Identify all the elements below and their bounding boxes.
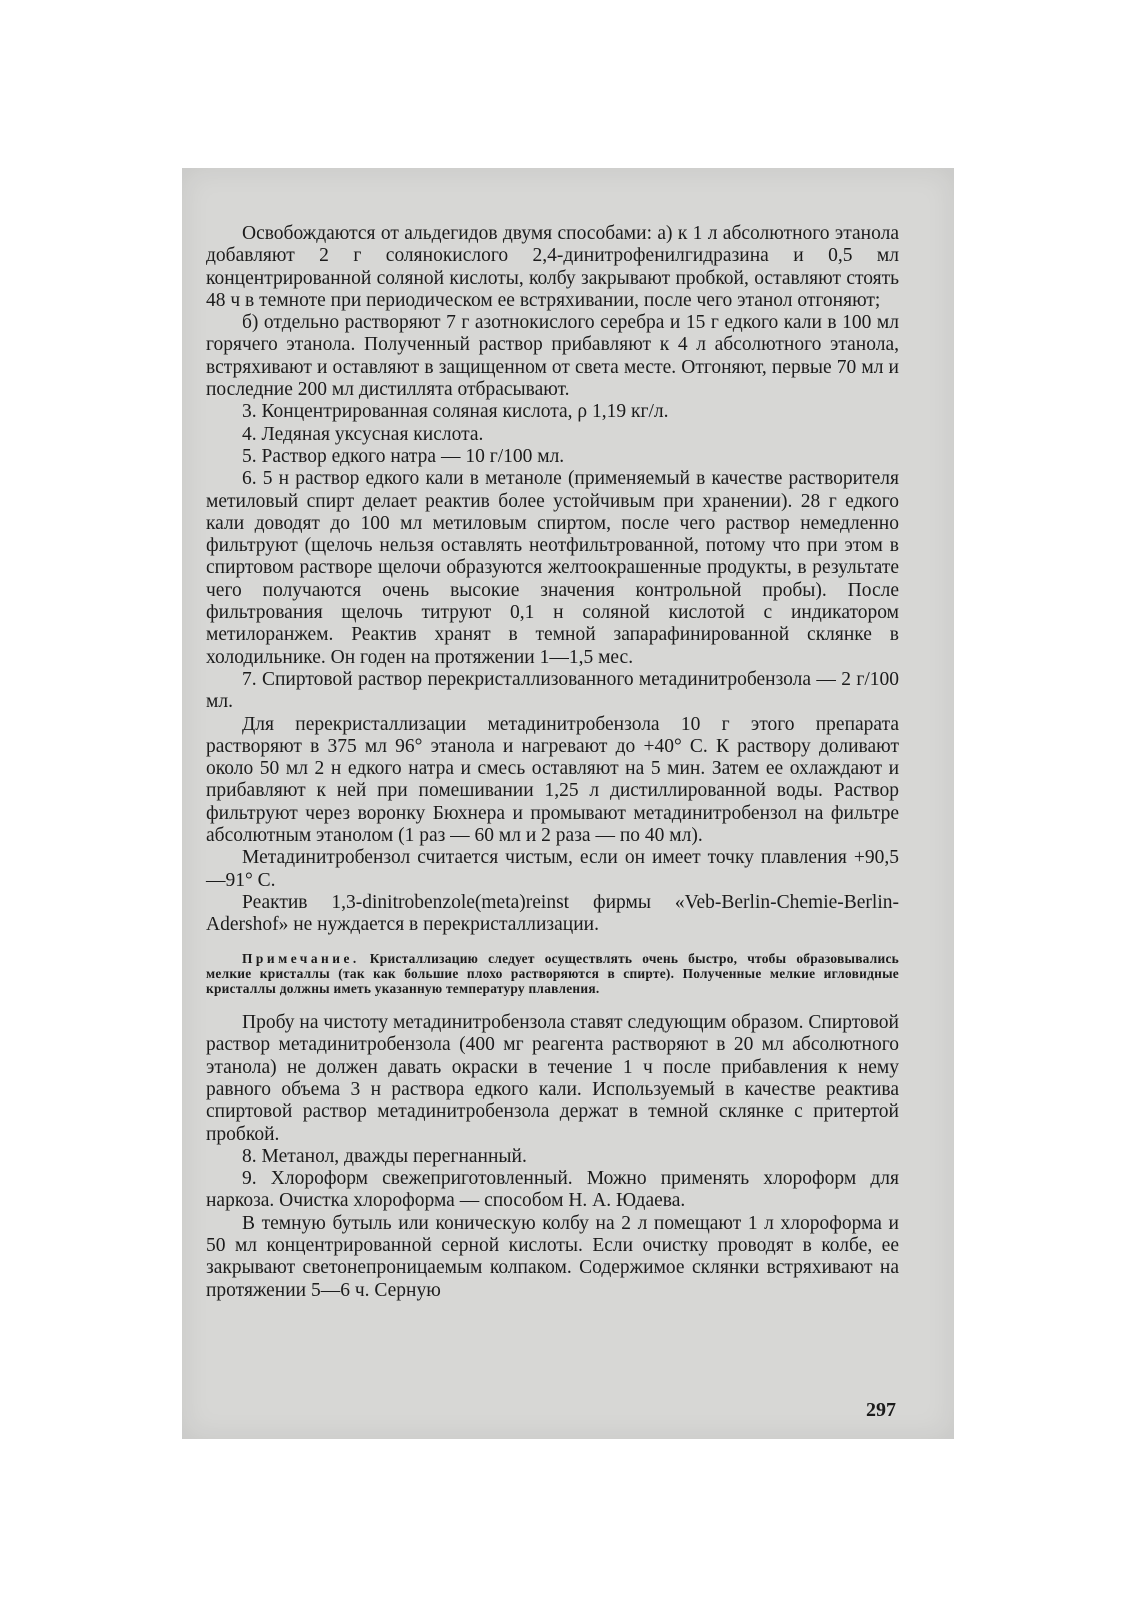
- item-8-methanol: 8. Метанол, дважды перегнанный.: [242, 1145, 527, 1167]
- item-7-dinitrobenzene: 7. Спиртовой раствор перекристаллизованного метадинитробензола — 2 г/100 мл.: [206, 668, 899, 713]
- paragraph-melting-point: Метадинитробензол считается чистым, если он имеет точку плавления +90,5—91° С.: [206, 847, 899, 891]
- paragraph-chloroform-purification: В темную бутыль или коническую колбу на 2 л помещают 1 л хлороформа и 50 мл концентрированной серной кислоты. Если очистку проводят в колбе, ее закрывают светонепроницаемым колпаком. Содержимое склянки встряхивают на протяжении 5—6 ч. Серную: [206, 1212, 899, 1301]
- paragraph-recrystallization: Для перекристаллизации метадинитробензола 10 г этого препарата растворяют в 375 мл 96° этанола и нагревают до +40° С. К раствору доливают около 50 мл 2 н едкого натра и смесь оставляют на 5 мин. Затем ее охлаждают и прибавляют к ней при помешивании 1,25 л дистиллированной воды. Раствор фильтруют через воронку Бюхнера и промывают метадинитробензол на фильтре абсолютным этанолом (1 раз — 60 мл и 2 раза — по 40 мл).: [206, 713, 899, 847]
- page-body: [206, 223, 899, 1302]
- note: [206, 951, 899, 997]
- item-3-hydrochloric-acid: 3. Концентрированная соляная кислота, ρ 1,19 кг/л.: [242, 401, 669, 423]
- item-6-potassium-hydroxide: 6. 5 н раствор едкого кали в метаноле (применяемый в качестве растворителя метиловый спирт делает реактив более устойчивым при хранении). 28 г едкого кали доводят до 100 мл метиловым спиртом, после чего раствор немедленно фильтруют (щелочь нельзя оставлять неотфильтрованной, потому что при этом в спиртовом растворе щелочи образуются желтоокрашенные продукты, в результате чего получаются очень высокие значения контрольной пробы). После фильтрования щелочь титруют 0,1 н соляной кислотой с индикатором метилоранжем. Реактив хранят в темной запарафинированной склянке в холодильнике. Он годен на протяжении 1—1,5 мес.: [206, 468, 899, 668]
- page-number: 297: [866, 1399, 896, 1421]
- note-label: Примечание.: [242, 950, 360, 966]
- paragraph-method-b: б) отдельно растворяют 7 г азотнокислого серебра и 15 г едкого кали в 100 мл горячего этанола. Полученный раствор прибавляют к 4 л абсолютного этанола, встряхивают и оставляют в защищенном от света месте. Отгоняют, первые 70 мл и последние 200 мл дистиллята отбрасывают.: [206, 312, 899, 401]
- note-text: Кристаллизацию следует осуществлять очень быстро, чтобы образовывались мелкие кристаллы (так как большие плохо растворяются в спирте). Полученные мелкие игловидные кристаллы должны иметь указанную температуру плавления.: [206, 950, 899, 996]
- item-9-chloroform: 9. Хлороформ свежеприготовленный. Можно применять хлороформ для наркоза. Очистка хлороформа — способом Н. А. Юдаева.: [206, 1168, 899, 1212]
- paragraph-aldehydes-removal: Освобождаются от альдегидов двумя способами: а) к 1 л абсолютного этанола добавляют 2 г солянокислого 2,4-динитрофенилгидразина и 0,5 мл концентрированной соляной кислоты, колбу закрывают пробкой, оставляют стоять 48 ч в темноте при периодическом ее встряхивании, после чего этанол отгоняют;: [206, 223, 899, 311]
- item-4-acetic-acid: 4. Ледяная уксусная кислота.: [242, 423, 484, 445]
- paragraph-reagent-brand: Реактив 1,3-dinitrobenzole(meta)reinst фирмы «Veb-Berlin-Chemie-Berlin-Adershof» не нуждается в перекристаллизации.: [206, 891, 899, 936]
- paragraph-purity-test: Пробу на чистоту метадинитробензола ставят следующим образом. Спиртовой раствор метадинитробензола (400 мг реагента растворяют в 20 мл абсолютного этанола) не должен давать окраски в течение 1 ч после прибавления к нему равного объема 3 н раствора едкого кали. Используемый в качестве реактива спиртовой раствор метадинитробензола держат в темной склянке с притертой пробкой.: [206, 1012, 899, 1145]
- item-5-sodium-hydroxide: 5. Раствор едкого натра — 10 г/100 мл.: [242, 445, 565, 467]
